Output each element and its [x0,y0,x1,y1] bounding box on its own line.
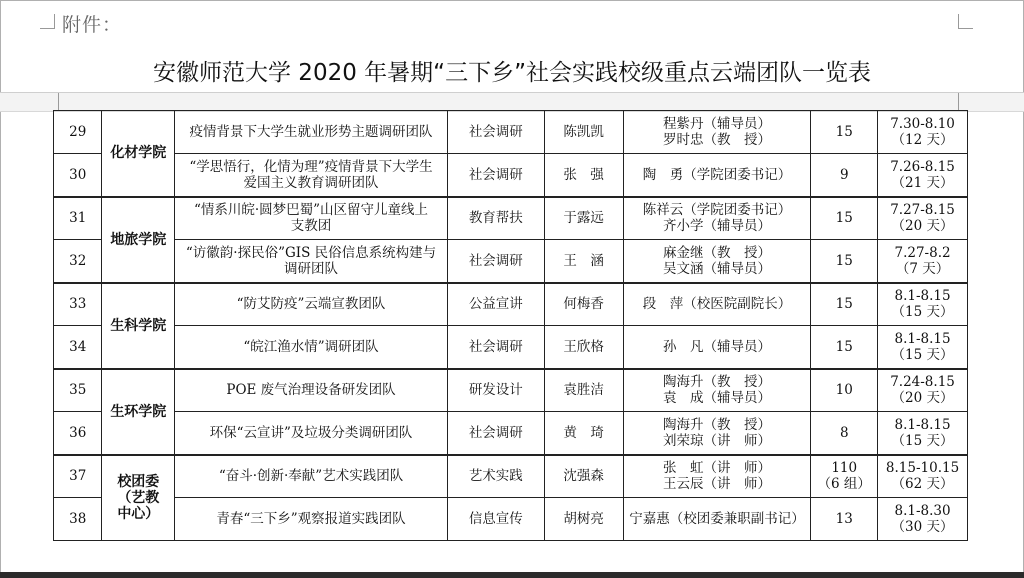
practice-type: 公益宣讲 [447,283,544,326]
college-name-line: （艺教 [117,489,160,506]
table-row [54,283,968,326]
corner-crop-mark [958,14,973,29]
advisor-teachers [623,412,811,455]
practice-type: 社会调研 [447,412,544,455]
page-margin-mark [58,93,59,111]
member-count-line: 15 [835,210,853,227]
team-name-line: “访徽韵·探民俗”GIS 民俗信息系统构建与 [185,244,437,261]
member-count-line: （6 组） [817,476,871,493]
advisor-teachers-line: 孙 凡（辅导员） [662,338,771,355]
row-number: 36 [54,412,102,455]
team-name [175,498,448,541]
college-name-line: 校团委 [117,473,160,490]
practice-period-line: 8.15-10.15 [885,460,960,477]
member-count-line: 13 [835,511,853,527]
team-leader: 黄 琦 [544,412,623,455]
team-name-line: 疫情背景下大学生就业形势主题调研团队 [189,124,433,140]
member-count [811,369,878,412]
practice-type: 研发设计 [447,369,544,412]
document-title: 安徽师范大学 2020 年暑期“三下乡”社会实践校级重点云端团队一览表 [153,60,871,86]
team-name-line: 支教团 [290,218,332,235]
advisor-teachers-line: 陶海升（教 授） [662,416,771,433]
team-leader: 张 强 [544,154,623,197]
advisor-teachers-line: 袁 成（辅导员） [662,390,771,407]
row-number: 30 [54,154,102,197]
advisor-teachers-line: 陶海升（教 授） [662,374,771,391]
team-name [175,111,448,154]
practice-period-line: 7.27-8.2 [894,244,951,261]
advisor-teachers [623,111,811,154]
member-count [811,240,878,283]
table-row [54,455,968,498]
practice-period-line: （7 天） [895,260,950,277]
practice-period-line: （30 天） [891,519,954,535]
team-name-line: “防艾防疫”云端宣教团队 [236,296,386,313]
member-count-line: 8 [839,424,849,441]
practice-type: 教育帮扶 [447,197,544,240]
row-number: 33 [54,283,102,326]
team-name-line: “学思悟行，化情为理”疫情背景下大学生 [189,158,433,175]
advisor-teachers-line: 刘荣琼（讲 师） [662,432,771,449]
row-number: 32 [54,240,102,283]
practice-type: 信息宣传 [447,498,544,541]
practice-type: 艺术实践 [447,455,544,498]
advisor-teachers-line: 宁嘉惠（校团委兼职副书记） [629,511,805,527]
advisor-teachers-line: 程紫丹（辅导员） [662,116,771,132]
advisor-teachers [623,154,811,197]
member-count [811,154,878,197]
practice-period-line: 7.26-8.15 [890,158,955,175]
row-number: 37 [54,455,102,498]
practice-period-line: 8.1-8.15 [894,288,951,305]
member-count-line: 9 [839,166,849,183]
team-leader: 胡树亮 [544,498,623,541]
practice-period-line: 8.1-8.30 [894,503,951,519]
advisor-teachers [623,455,811,498]
practice-period-line: （20 天） [891,390,954,407]
team-leader: 何梅香 [544,283,623,326]
team-leader: 于露远 [544,197,623,240]
practice-period-line: （20 天） [891,218,954,235]
member-count-line: 15 [835,252,853,269]
college-name-line: 化材学院 [110,145,167,162]
advisor-teachers [623,240,811,283]
college-name-line: 生科学院 [110,317,167,334]
advisor-teachers [623,369,811,412]
practice-period [878,283,968,326]
table-row [54,369,968,412]
team-leader: 陈凯凯 [544,111,623,154]
advisor-teachers-line: 麻金继（教 授） [662,244,771,261]
team-name-line: “奋斗·创新·奉献”艺术实践团队 [218,468,404,485]
practice-period [878,240,968,283]
team-name [175,455,448,498]
college-name-line: 生环学院 [110,403,167,420]
team-name-line: “情系川皖·圆梦巴蜀”山区留守儿童线上 [193,202,429,219]
page-break-gap [0,92,1024,112]
advisor-teachers-line: 吴文涵（辅导员） [662,260,771,277]
team-name-line: “皖江渔水情”调研团队 [243,338,379,355]
practice-period [878,412,968,455]
college-name-line: 中心） [117,505,160,522]
practice-type: 社会调研 [447,326,544,369]
team-name [175,240,448,283]
table-row [54,197,968,240]
member-count-line: 15 [835,296,853,313]
practice-period [878,111,968,154]
team-leader: 袁胜洁 [544,369,623,412]
practice-period [878,197,968,240]
advisor-teachers-line: 张 虹（讲 师） [662,460,771,477]
table-row [54,240,968,283]
member-count [811,197,878,240]
row-number: 35 [54,369,102,412]
member-count [811,498,878,541]
practice-period [878,326,968,369]
college-name [102,111,175,197]
page-margin-mark [958,93,959,111]
college-name [102,197,175,283]
attachment-label: 附件： [62,14,123,36]
team-list-table [53,110,968,541]
member-count-line: 110 [831,460,858,477]
table-row [54,326,968,369]
bottom-edge [0,572,1024,578]
practice-period-line: 8.1-8.15 [894,330,951,347]
team-name-line: 调研团队 [284,260,338,277]
practice-period-line: 7.30-8.10 [890,116,955,132]
table-row [54,412,968,455]
team-leader: 沈强森 [544,455,623,498]
corner-crop-mark [40,14,55,29]
advisor-teachers-line: 陈祥云（学院团委书记） [642,202,792,219]
practice-period-line: 8.1-8.15 [894,416,951,433]
practice-period-line: （15 天） [891,304,954,321]
row-number: 31 [54,197,102,240]
practice-period-line: 7.24-8.15 [890,374,955,391]
college-name [102,283,175,369]
team-name-line: POE 废气治理设备研发团队 [226,382,396,399]
advisor-teachers [623,498,811,541]
practice-type: 社会调研 [447,154,544,197]
practice-period-line: （12 天） [891,132,954,148]
table-row [54,498,968,541]
practice-period-line: 7.27-8.15 [890,202,955,219]
practice-period-line: （21 天） [891,174,954,191]
practice-period-line: （15 天） [891,346,954,363]
team-name [175,369,448,412]
team-name-line: 爱国主义教育调研团队 [243,174,379,191]
practice-type: 社会调研 [447,240,544,283]
advisor-teachers [623,283,811,326]
member-count-line: 15 [835,338,853,355]
member-count [811,283,878,326]
practice-type: 社会调研 [447,111,544,154]
advisor-teachers-line: 罗时忠（教 授） [662,132,771,148]
member-count [811,326,878,369]
practice-period [878,154,968,197]
advisor-teachers-line: 段 萍（校医院副院长） [642,296,792,313]
member-count [811,412,878,455]
practice-period-line: （15 天） [891,432,954,449]
practice-period [878,455,968,498]
team-name [175,154,448,197]
table-row [54,154,968,197]
practice-period-line: （62 天） [891,476,954,493]
college-name [102,455,175,541]
college-name [102,369,175,455]
team-name [175,412,448,455]
table-body [54,111,968,541]
member-count-line: 15 [835,124,853,140]
advisor-teachers [623,197,811,240]
team-name-line: 青春“三下乡”观察报道实践团队 [216,511,406,527]
team-leader: 王 涵 [544,240,623,283]
practice-period [878,369,968,412]
row-number: 29 [54,111,102,154]
team-name-line: 环保“云宣讲”及垃圾分类调研团队 [209,424,413,441]
team-name [175,197,448,240]
row-number: 34 [54,326,102,369]
practice-period [878,498,968,541]
team-leader: 王欣格 [544,326,623,369]
advisor-teachers [623,326,811,369]
member-count-line: 10 [835,382,853,399]
advisor-teachers-line: 齐小学（辅导员） [662,218,771,235]
table-row [54,111,968,154]
team-name [175,326,448,369]
advisor-teachers-line: 王云辰（讲 师） [662,476,771,493]
row-number: 38 [54,498,102,541]
college-name-line: 地旅学院 [110,231,167,248]
member-count [811,111,878,154]
team-name [175,283,448,326]
member-count [811,455,878,498]
advisor-teachers-line: 陶 勇（学院团委书记） [642,166,792,183]
